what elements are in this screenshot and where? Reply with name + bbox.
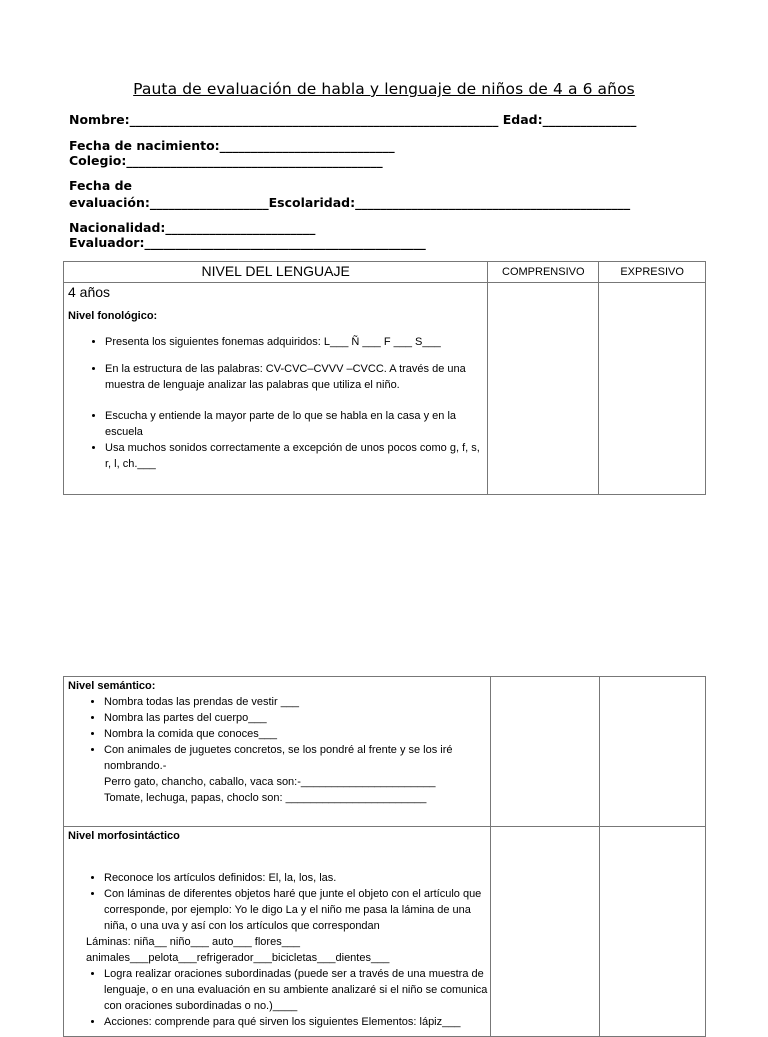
list-item: • Reconoce los artículos definidos: El, la, los, las. xyxy=(104,870,488,886)
header-comprensivo: COMPRENSIVO xyxy=(488,262,599,283)
vegetables-line: Tomate, lechuga, papas, choclo son: _______________________ xyxy=(104,792,427,804)
list-item: • En la estructura de las palabras: CV-CVC–CVVV –CVCC. A través de una muestra de lenguaje analizar las palabras que utiliza el niño. xyxy=(105,361,481,393)
list-item: • Con láminas de diferentes objetos haré que junte el objeto con el artículo que corresponde, por ejemplo: Yo le digo La y el niño me pasa la lámina de una niña, o una uva y así con los artículos que correspondan Láminas: niña__ niño___ auto___ flores___ animales___pelota___refrigerador___bicicletas___dientes___ xyxy=(104,886,488,966)
list-item: • Nombra las partes del cuerpo___ xyxy=(104,710,488,726)
evaluation-date-label: Fecha de xyxy=(69,178,133,193)
morphosyntactic-cell xyxy=(64,827,491,1037)
phonological-title: Nivel fonológico: xyxy=(68,310,158,322)
semantic-title: Nivel semántico: xyxy=(68,680,156,692)
semantic-list xyxy=(68,694,488,806)
list-item: • Nombra todas las prendas de vestir ___ xyxy=(104,694,488,710)
laminas-line: Láminas: niña__ niño___ auto___ flores___ xyxy=(86,936,301,948)
evaluation-table-continued xyxy=(63,676,706,1037)
evaluator-field: Evaluador:_____________________________________________ xyxy=(69,235,426,250)
morphosyntactic-title: Nivel morfosintáctico xyxy=(68,830,180,842)
name-age-field: Nombre:___________________________________________________________ Edad:_______________ xyxy=(69,112,637,127)
comprensivo-cell[interactable] xyxy=(488,283,599,495)
phonological-cell xyxy=(64,283,488,495)
birth-date-field: Fecha de nacimiento:____________________________ xyxy=(69,138,395,153)
list-item: • Acciones: comprende para qué sirven los siguientes Elementos: lápiz___ xyxy=(104,1014,488,1030)
list-item: • Nombra la comida que conoces___ xyxy=(104,726,488,742)
header-nivel: NIVEL DEL LENGUAJE xyxy=(64,262,488,283)
list-item: • Presenta los siguientes fonemas adquiridos: L___ Ñ ___ F ___ S___ xyxy=(105,334,481,350)
laminas-line: animales___pelota___refrigerador___bicicletas___dientes___ xyxy=(86,952,390,964)
list-item: • Usa muchos sonidos correctamente a excepción de unos pocos como g, f, s, r, l, ch.___ xyxy=(105,440,481,472)
animals-line: Perro gato, chancho, caballo, vaca son:-______________________ xyxy=(104,776,436,788)
semantic-cell xyxy=(64,677,491,827)
comprensivo-cell[interactable] xyxy=(490,827,600,1037)
evaluation-table-4-years xyxy=(63,261,706,495)
expresivo-cell[interactable] xyxy=(599,283,706,495)
list-item: • Logra realizar oraciones subordinadas (puede ser a través de una muestra de lenguaje, o en una evaluación en su ambiente analizaré si el niño se comunica con oraciones subordinadas o no.)____ xyxy=(104,966,488,1014)
nationality-field: Nacionalidad:________________________ xyxy=(69,220,316,235)
phonological-list xyxy=(68,334,481,472)
page-title: Pauta de evaluación de habla y lenguaje de niños de 4 a 6 años xyxy=(133,80,635,98)
list-item: • Con animales de juguetes concretos, se los pondré al frente y se los iré nombrando.- Perro gato, chancho, caballo, vaca son:-______________________ Tomate, lechuga, papas, choclo son: _______________________ xyxy=(104,742,488,806)
expresivo-cell[interactable] xyxy=(600,677,706,827)
school-field: Colegio:_________________________________________ xyxy=(69,153,383,168)
header-expresivo: EXPRESIVO xyxy=(599,262,706,283)
list-item: • Escucha y entiende la mayor parte de lo que se habla en la casa y en la escuela xyxy=(105,408,481,440)
comprensivo-cell[interactable] xyxy=(490,677,600,827)
expresivo-cell[interactable] xyxy=(600,827,706,1037)
age-label: 4 años xyxy=(68,284,111,300)
evaluation-schooling-field: evaluación:___________________Escolaridad:____________________________________________ xyxy=(69,195,631,210)
morphosyntactic-list xyxy=(68,870,488,1030)
